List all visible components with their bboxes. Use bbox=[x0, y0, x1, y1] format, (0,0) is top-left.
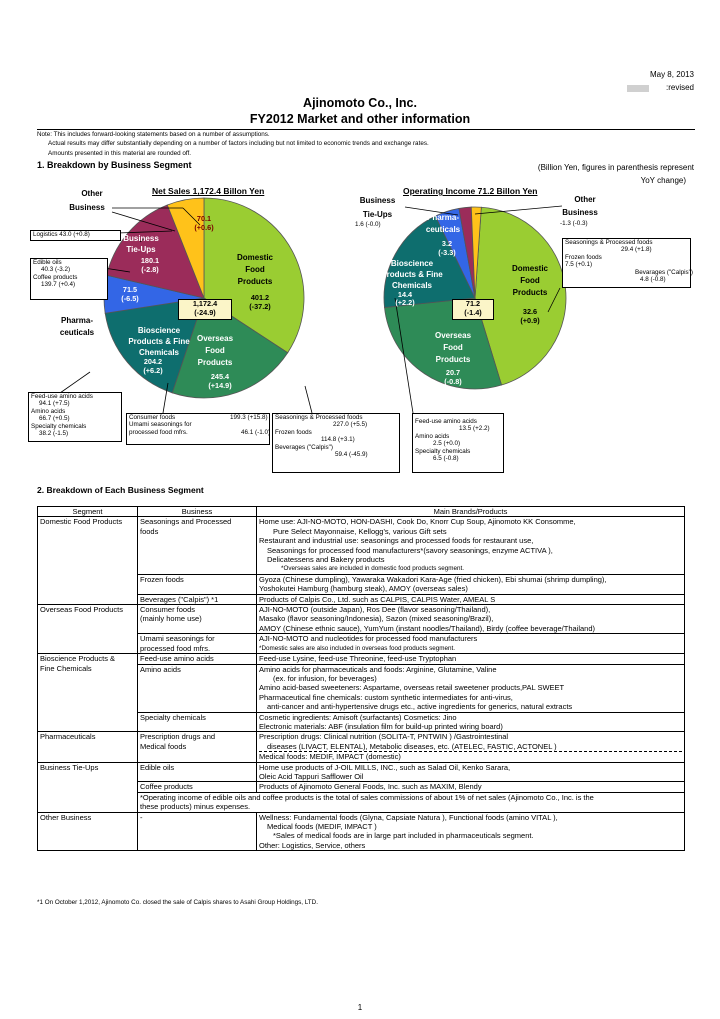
table-row bbox=[38, 654, 685, 664]
business-cell: Prescription drugs and Medical foods bbox=[138, 732, 257, 762]
ns-bt-change: (-2.8) bbox=[141, 265, 159, 274]
brands-cell: Feed-use Lysine, feed-use Threonine, feed-use Tryptophan bbox=[257, 654, 685, 664]
callout-line: 227.0 (+5.5) bbox=[333, 421, 368, 429]
oi-label-dom-3: Products bbox=[512, 288, 548, 297]
oi-bt-value: 1.6 (-0.0) bbox=[355, 221, 381, 228]
consumer-foods-callout bbox=[126, 413, 270, 445]
callout-line: Specialty chemicals bbox=[415, 447, 471, 455]
brands-cell: Home use: AJI-NO-MOTO, HON-DASHI, Cook Do, Knorr Cup Soup, Ajinomoto KK Consomme, Pure Select Mayonnaise, Kellogg's, various Gift sets Restaurant and industrial use: seasonings and processed foods for restaurant use, Seasonings for processed food manufacturers*(savory seasonings, enzyme ACTIVA ), Delicatessens and Bakery products *Overseas sales are included in domestic food products segment. bbox=[257, 517, 685, 574]
business-cell: - bbox=[138, 812, 257, 851]
segment-cell: Other Business bbox=[38, 812, 138, 851]
footnote: *1 On October 1,2012, Ajinomoto Co. closed the sale of Calpis shares to Asahi Group Holdings, LTD. bbox=[37, 899, 318, 906]
segment-cell: Bioscience Products & Fine Chemicals bbox=[38, 654, 138, 732]
oi-bio-change: (+2.2) bbox=[395, 298, 415, 307]
note-line-1: Note: This includes forward-looking statements based on a number of assumptions. bbox=[37, 131, 270, 138]
business-cell: Specialty chemicals bbox=[138, 712, 257, 732]
callout-line: 38.2 (-1.5) bbox=[39, 430, 69, 438]
table-row bbox=[38, 762, 685, 782]
ns-center-total: 1,172.4 bbox=[192, 299, 218, 308]
logistics-callout: Logistics 43.0 (+0.8) bbox=[30, 230, 121, 241]
oi-label-other-1: Other bbox=[574, 195, 596, 204]
ns-ovs-change: (+14.9) bbox=[208, 381, 232, 390]
callout-line: Seasonings & Processed foods bbox=[275, 414, 363, 421]
edible-oils-callout bbox=[30, 258, 108, 300]
callout-line: 6.5 (-0.8) bbox=[433, 455, 459, 463]
ns-label-other-1: Other bbox=[81, 189, 103, 198]
ns-other-value: 70.1 bbox=[196, 214, 212, 223]
oi-seasonings-callout bbox=[562, 238, 694, 288]
brands-cell: Products of Ajinomoto General Foods, Inc. such as MAXIM, Blendy bbox=[257, 782, 685, 792]
oi-label-dom-2: Food bbox=[520, 276, 540, 285]
ns-label-dom-2: Food bbox=[245, 265, 265, 274]
business-cell: Beverages ("Calpis") *1 bbox=[138, 594, 257, 604]
callout-line: processed food mfrs. 46.1 (-1.0) bbox=[129, 428, 271, 436]
ns-label-bio-2: Products & Fine bbox=[128, 337, 190, 346]
table-header-row bbox=[38, 507, 685, 517]
feed-amino-callout-ns bbox=[28, 392, 122, 442]
ns-label-bt-2: Tie-Ups bbox=[126, 245, 156, 254]
business-cell: Feed-use amino acids bbox=[138, 654, 257, 664]
section-2-title: 2. Breakdown of Each Business Segment bbox=[37, 485, 204, 495]
report-date: May 8, 2013 bbox=[649, 70, 694, 79]
oi-label-bio-3: Chemicals bbox=[391, 281, 433, 290]
segment-cell: Domestic Food Products bbox=[38, 517, 138, 605]
callout-line: 94.1 (+7.5) bbox=[39, 400, 70, 408]
ns-center-change: (-24.9) bbox=[194, 307, 216, 317]
note-line-3: Amounts presented in this material are rounded off. bbox=[48, 150, 192, 157]
callout-line: Frozen foods bbox=[565, 253, 602, 261]
callout-line: 139.7 (+0.4) bbox=[41, 281, 76, 289]
header-brands: Main Brands/Products bbox=[257, 507, 685, 517]
business-cell: Seasonings and Processed foods bbox=[138, 517, 257, 574]
callout-line: 66.7 (+0.5) bbox=[39, 415, 70, 423]
oi-label-ph-2: ceuticals bbox=[425, 225, 461, 234]
callout-line: Consumer foods 199.3 (+15.8) bbox=[129, 414, 268, 421]
ns-dom-value: 401.2 bbox=[250, 293, 270, 302]
oi-label-bt-1: Business bbox=[359, 196, 396, 205]
callout-line: Amino acids bbox=[31, 407, 66, 415]
feed-amino-callout-oi bbox=[412, 413, 504, 473]
brands-cell: Gyoza (Chinese dumpling), Yawaraka Wakadori Kara-Age (fried chicken), Ebi shumai (shrimp dumpling), Yoshokutei Hamburg (hamburg steak), AMOY (overseas sales) bbox=[257, 574, 685, 594]
oi-label-other-2: Business bbox=[562, 208, 598, 217]
callout-line: Edible oils bbox=[33, 259, 62, 266]
header-business: Business bbox=[138, 507, 257, 517]
callout-line: 13.5 (+2.2) bbox=[459, 425, 490, 433]
business-cell: Umami seasonings for processed food mfrs. bbox=[138, 634, 257, 654]
callout-line: Feed-use amino acids bbox=[31, 393, 93, 400]
table-row bbox=[38, 605, 685, 634]
ns-seasonings-callout bbox=[272, 413, 400, 473]
unit-note-1: (Billion Yen, figures in parenthesis represent bbox=[537, 163, 694, 172]
oi-ph-value: 3.2 bbox=[441, 239, 453, 248]
table-row bbox=[38, 812, 685, 851]
callout-line: Amino acids bbox=[415, 432, 450, 440]
business-cell: Consumer foods (mainly home use) bbox=[138, 605, 257, 634]
ns-ovs-value: 245.4 bbox=[210, 372, 230, 381]
brands-cell: Wellness: Fundamental foods (Glyna, Capsiate Natura ), Functional foods (amino VITAL ), Medical foods (MEDIF, IMPACT ) *Sales of medical foods are in large part included in pharmaceuticals segment. Other: Logistics, Service, others bbox=[257, 812, 685, 851]
callout-line: 59.4 (-45.9) bbox=[335, 451, 368, 459]
revised-label: :revised bbox=[665, 83, 694, 92]
operating-income-chart-title: Operating Income 71.2 Billon Yen bbox=[403, 186, 538, 196]
ns-label-ph-2: ceuticals bbox=[59, 328, 95, 337]
oi-center-box bbox=[452, 299, 494, 320]
oi-bio-value: 14.4 bbox=[397, 290, 413, 299]
oi-ovs-value: 20.7 bbox=[445, 368, 461, 377]
tieup-note-cell: *Operating income of edible oils and coffee products is the total of sales commissions of about 1% of net sales (Ajinomoto Co., Inc. is the these products) minus expenses. bbox=[138, 792, 685, 812]
callout-line: Feed-use amino acids bbox=[415, 418, 477, 425]
company-name: Ajinomoto Co., Inc. bbox=[303, 96, 417, 110]
ns-label-ovs-1: Overseas bbox=[196, 334, 234, 343]
segment-table bbox=[37, 506, 685, 851]
page-number: 1 bbox=[357, 1003, 363, 1012]
brands-cell: AJI-NO-MOTO and nucleotides for processed food manufacturers *Domestic sales are also included in overseas food products segment. bbox=[257, 634, 685, 654]
oi-label-ovs-1: Overseas bbox=[434, 331, 472, 340]
business-cell: Amino acids bbox=[138, 664, 257, 712]
callout-line: Coffee products bbox=[33, 273, 78, 281]
ns-label-bt-1: Business bbox=[123, 234, 159, 243]
ns-ph-change: (-6.5) bbox=[121, 294, 139, 303]
brands-cell: Prescription drugs: Clinical nutrition (SOLITA-T, PNTWIN ) /Gastrointestinal diseases (LIVACT, ELENTAL), Metabolic diseases, etc. (ATELEC, FASTIC, ACTONEL ) Medical foods: MEDIF, IMPACT (domestic) bbox=[257, 732, 685, 762]
ns-dom-change: (-37.2) bbox=[249, 302, 271, 311]
oi-center-total: 71.2 bbox=[465, 299, 481, 308]
oi-ph-change: (-3.3) bbox=[438, 248, 456, 257]
callout-line: 7.5 (+0.1) bbox=[565, 261, 593, 269]
business-cell: Edible oils bbox=[138, 762, 257, 782]
callout-line: Umami seasonings for bbox=[129, 421, 192, 429]
callout-line: Seasonings & Processed foods bbox=[565, 239, 653, 246]
ns-label-ph-1: Pharma- bbox=[60, 316, 93, 325]
callout-line: 114.8 (+3.1) bbox=[321, 436, 355, 444]
brands-cell: Amino acids for pharmaceuticals and foods: Arginine, Glutamine, Valine (ex. for infusion, for beverages) Amino acid-based sweeteners: Aspartame, overseas retail sweetener products,PAL SWEET Pharmaceutical fine chemicals: custom synthetic intermediates for anti-virus, anti-cancer and anti-hypertensive drugs etc., active ingredients for generics, natural extracts bbox=[257, 664, 685, 712]
header-segment: Segment bbox=[38, 507, 138, 517]
segment-cell: Overseas Food Products bbox=[38, 605, 138, 654]
callout-line: 4.8 (-0.8) bbox=[640, 276, 666, 284]
ns-center-box bbox=[178, 299, 232, 320]
brands-cell: Home use products of J-OIL MILLS, INC., such as Salad Oil, Kenko Sarara, Oleic Acid Tappuri Safflower Oil bbox=[257, 762, 685, 782]
ns-bio-change: (+6.2) bbox=[143, 366, 163, 375]
net-sales-chart-title: Net Sales 1,172.4 Billon Yen bbox=[152, 186, 265, 196]
oi-dom-value: 32.6 bbox=[522, 307, 538, 316]
callout-line: Beverages ("Calpis") bbox=[275, 443, 334, 451]
segment-cell: Pharmaceuticals bbox=[38, 732, 138, 762]
oi-center-change: (-1.4) bbox=[464, 307, 482, 317]
ns-label-bio-1: Bioscience bbox=[137, 326, 181, 335]
ns-label-bio-3: Chemicals bbox=[138, 348, 180, 357]
ns-label-dom-3: Products bbox=[237, 277, 273, 286]
section-1-title: 1. Breakdown by Business Segment bbox=[37, 160, 192, 170]
business-cell: Frozen foods bbox=[138, 574, 257, 594]
segment-cell: Business Tie-Ups bbox=[38, 762, 138, 812]
ns-ph-value: 71.5 bbox=[122, 285, 138, 294]
unit-note-2: YoY change) bbox=[640, 176, 686, 185]
oi-label-ph-1: Pharma- bbox=[426, 213, 459, 222]
oi-label-bt-2: Tie-Ups bbox=[362, 210, 393, 219]
callout-line: Specialty chemicals bbox=[31, 422, 87, 430]
ns-label-ovs-3: Products bbox=[197, 358, 233, 367]
business-cell: Coffee products bbox=[138, 782, 257, 792]
table-row bbox=[38, 732, 685, 762]
ns-label-dom-1: Domestic bbox=[236, 253, 273, 262]
callout-line: 2.5 (+0.0) bbox=[433, 440, 461, 448]
oi-label-dom-1: Domestic bbox=[511, 264, 548, 273]
callout-line: 40.3 (-3.2) bbox=[41, 266, 71, 274]
table-row bbox=[38, 517, 685, 574]
ns-other-change: (+0.6) bbox=[194, 223, 214, 232]
brands-cell: Products of Calpis Co., Ltd. such as CALPIS, CALPIS Water, AMEAL S bbox=[257, 594, 685, 604]
callout-line: Bevarages ("Calpis") bbox=[635, 268, 694, 276]
note-line-2: Actual results may differ substantially depending on a number of factors including but not limited to economic trends and exchange rates. bbox=[48, 140, 429, 147]
ns-bt-value: 180.1 bbox=[140, 256, 160, 265]
oi-dom-change: (+0.9) bbox=[520, 316, 540, 325]
oi-label-bio-1: Bioscience bbox=[390, 259, 434, 268]
brands-cell: Cosmetic ingredients: Amisoft (surfactants) Cosmetics: Jino Electronic materials: ABF (insulation film for build-up printed wiring board) bbox=[257, 712, 685, 732]
oi-other-value: -1.3 (-0.3) bbox=[560, 220, 588, 227]
oi-label-ovs-3: Products bbox=[435, 355, 471, 364]
callout-line: Frozen foods bbox=[275, 428, 312, 436]
oi-label-ovs-2: Food bbox=[443, 343, 463, 352]
callout-line: 29.4 (+1.8) bbox=[621, 246, 652, 254]
ns-label-other-2: Business bbox=[69, 203, 105, 212]
oi-ovs-change: (-0.8) bbox=[444, 377, 462, 386]
ns-bio-value: 204.2 bbox=[143, 357, 163, 366]
ns-label-ovs-2: Food bbox=[205, 346, 225, 355]
oi-label-bio-2: Products & Fine bbox=[381, 270, 443, 279]
page-title: FY2012 Market and other information bbox=[249, 112, 471, 126]
brands-cell: AJI-NO-MOTO (outside Japan), Ros Dee (flavor seasoning/Thailand), Masako (flavor seasoning/Indonesia), Sazon (mixed seasoning/Brazil), AMOY (Chinese ethnic sauce), YumYum (instant noodles/Thailand), Birdy (coffee beverage/Thailand) bbox=[257, 605, 685, 634]
